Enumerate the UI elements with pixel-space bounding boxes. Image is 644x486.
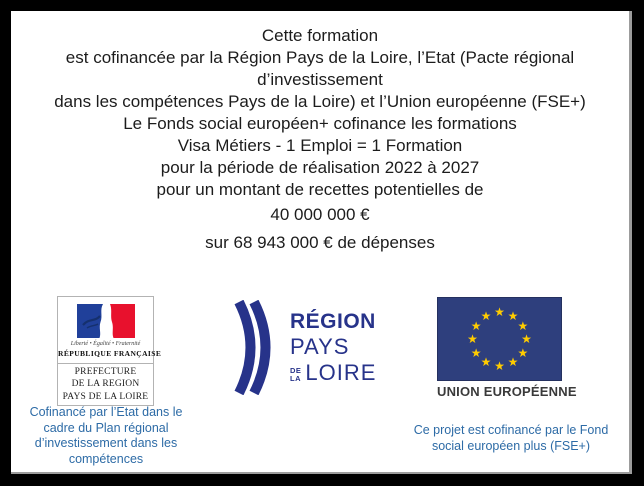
intro-line: Cette formation <box>261 26 379 45</box>
region-wordmark <box>290 300 376 395</box>
eu-star-icon: ★ <box>480 355 492 370</box>
region-double-bracket-icon <box>233 300 281 395</box>
region-de-la: DE LA <box>290 366 302 383</box>
intro-line: pour la période de réalisation 2022 à 2027 <box>160 158 480 177</box>
prefecture-name-block <box>58 363 153 405</box>
union-europeenne-label: UNION EUROPÉENNE <box>437 384 577 399</box>
eu-star-icon: ★ <box>507 355 519 370</box>
eu-star-icon: ★ <box>470 345 482 360</box>
intro-line: Visa Métiers - 1 Emploi = 1 Formation <box>177 136 463 155</box>
intro-text-block <box>11 25 629 201</box>
region-word: LOIRE <box>305 360 377 385</box>
eu-star-icon: ★ <box>480 308 492 323</box>
intro-line: Le Fonds social européen+ cofinance les formations <box>123 114 517 133</box>
eu-star-icon: ★ <box>507 308 519 323</box>
amount-expenses: sur 68 943 000 € de dépenses <box>205 233 435 252</box>
region-word: PAYS <box>290 334 350 359</box>
intro-line: pour un montant de recettes potentielles de <box>156 180 484 199</box>
prefecture-name-line: PAYS DE LA LOIRE <box>62 391 149 402</box>
eu-star-icon: ★ <box>517 318 529 333</box>
eu-star-icon: ★ <box>521 332 532 346</box>
eu-star-icon: ★ <box>494 305 505 319</box>
republique-francaise-block <box>58 297 162 358</box>
eu-star-icon: ★ <box>494 359 505 373</box>
state-cofinancing-caption: Cofinancé par l’Etat dans le cadre du Plan régional d’investissement dans les compétences <box>29 405 183 466</box>
intro-line: dans les compétences Pays de la Loire) et l’Union européenne (FSE+) <box>54 92 586 111</box>
prefecture-logo <box>57 296 162 406</box>
eu-star-icon: ★ <box>467 332 478 346</box>
eu-star-icon: ★ <box>470 318 482 333</box>
republique-francaise-label: RÉPUBLIQUE FRANÇAISE <box>58 349 162 358</box>
notice-page <box>11 11 632 474</box>
amount-revenue: 40 000 000 € <box>270 205 370 224</box>
prefecture-name-line: DE LA REGION <box>71 379 140 390</box>
prefecture-name-line: PREFECTURE <box>74 366 137 377</box>
liberte-egalite-fraternite-motto: Liberté • Égalité • Fraternité <box>70 341 141 347</box>
eu-flag-icon <box>437 297 562 381</box>
intro-line: est cofinancée par la Région Pays de la Loire, l’Etat (Pacte régional d’investissement <box>65 48 575 89</box>
union-europeenne-logo <box>437 297 577 399</box>
fse-cofinancing-caption: Ce projet est cofinancé par le Fond social européen plus (FSE+) <box>413 423 609 453</box>
french-flag-marianne-icon <box>77 304 135 338</box>
eu-star-icon: ★ <box>517 345 529 360</box>
region-pays-de-la-loire-logo <box>233 300 376 395</box>
region-word: RÉGION <box>290 310 376 333</box>
